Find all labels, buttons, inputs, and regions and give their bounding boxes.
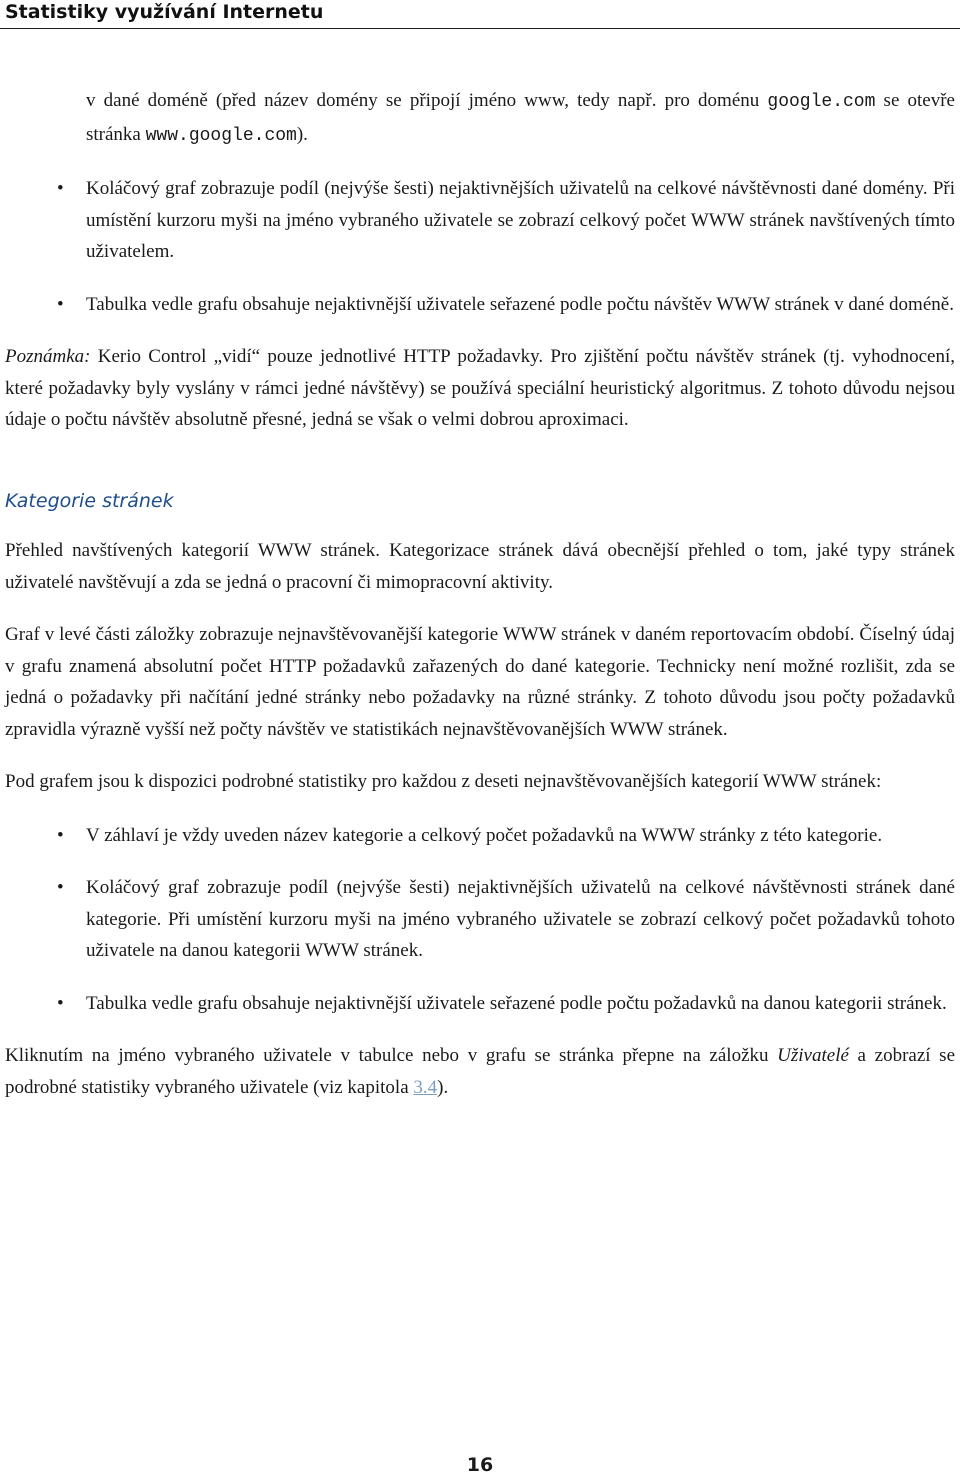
final-paragraph: Kliknutím na jméno vybraného uživatele v tabulce nebo v grafu se stránka přepne na záložku Uživatelé a zobrazí se podrobné statistiky vybraného uživatele (viz kapitola 3.4). bbox=[5, 1045, 956, 1098]
bullet-icon: • bbox=[57, 877, 64, 898]
list-item: • Koláčový graf zobrazuje podíl (nejvýše šesti) nejaktivnějších uživatelů na celkové návštěvnosti dané domény. Při umístění kurzoru myši na jméno vybraného uživatele se zobrazí celkový počet WWW stránek navštívených tímto uživatelem. bbox=[5, 173, 955, 268]
header-title: Statistiky využívání Internetu bbox=[5, 1, 324, 23]
page-number: 16 bbox=[466, 1454, 494, 1476]
intro-bullet-list bbox=[5, 85, 955, 320]
list-item: • Koláčový graf zobrazuje podíl (nejvýše šesti) nejaktivnějších uživatelů na celkové návštěvnosti stránek dané kategorie. Při umístění kurzoru myši na jméno vybraného uživatele se zobrazí celkový počet požadavků tohoto uživatele na danou kategorii WWW stránek. bbox=[5, 872, 955, 967]
list-item-continuation: v dané doméně (před název domény se připojí jméno www, tedy např. pro doménu google.com se otevře stránka www.google.com). bbox=[86, 90, 955, 146]
bullet-icon: • bbox=[57, 293, 64, 315]
domain-code: google.com bbox=[767, 92, 876, 112]
paragraph: Přehled navštívených kategorií WWW stránek. Kategorizace stránek dává obecnější přehled o tom, jaké typy stránek uživatelé navštěvují a zda se jedná o pracovní či mimopracovní aktivity. bbox=[5, 540, 955, 593]
users-tab-name: Uživatelé bbox=[777, 1045, 849, 1066]
list-item: • V záhlaví je vždy uveden název kategorie a celkový počet požadavků na WWW stránky z této kategorie. bbox=[5, 820, 955, 852]
list-item: • Tabulka vedle grafu obsahuje nejaktivnější uživatele seřazené podle počtu návštěv WWW stránek v dané doméně. bbox=[5, 289, 955, 321]
paragraph: Pod grafem jsou k dispozici podrobné statistiky pro každou z deseti nejnavštěvovanějších kategorií WWW stránek: bbox=[5, 771, 882, 792]
category-bullet-list bbox=[5, 820, 955, 1020]
bullet-icon: • bbox=[57, 178, 64, 199]
note-lead: Poznámka: bbox=[5, 346, 91, 367]
paragraph: Graf v levé části záložky zobrazuje nejnavštěvovanější kategorie WWW stránek v daném reportovacím období. Číselný údaj v grafu znamená absolutní počet HTTP požadavků zařazených do dané kategorie. Technicky není možné rozlišit, zda se jedná o požadavky při načítání jedné stránky nebo požadavky na různé stránky. Z tohoto důvodu jsou počty požadavků zpravidla výrazně vyšší než počty návštěv ve statistikách nejnavštěvovanějších WWW stránek. bbox=[5, 624, 955, 740]
page-header bbox=[0, 0, 960, 29]
document-body bbox=[5, 85, 955, 1124]
chapter-link[interactable]: 3.4 bbox=[413, 1076, 438, 1098]
www-domain-code: www.google.com bbox=[145, 125, 297, 146]
bullet-icon: • bbox=[57, 992, 64, 1014]
list-item: • Tabulka vedle grafu obsahuje nejaktivnější uživatele seřazené podle počtu požadavků na danou kategorii stránek. bbox=[5, 988, 955, 1020]
bullet-icon: • bbox=[57, 824, 64, 846]
section-title: Kategorie stránek bbox=[5, 489, 174, 512]
note-paragraph: Poznámka: Kerio Control „vidí“ pouze jednotlivé HTTP požadavky. Pro zjištění počtu návštěv stránek (tj. vyhodnocení, které požadavky byly vyslány v rámci jedné návštěvy) se používá speciální heuristický algoritmus. Z tohoto důvodu nejsou údaje o počtu návštěv absolutně přesné, jedná se však o velmi dobrou aproximaci. bbox=[5, 346, 955, 430]
